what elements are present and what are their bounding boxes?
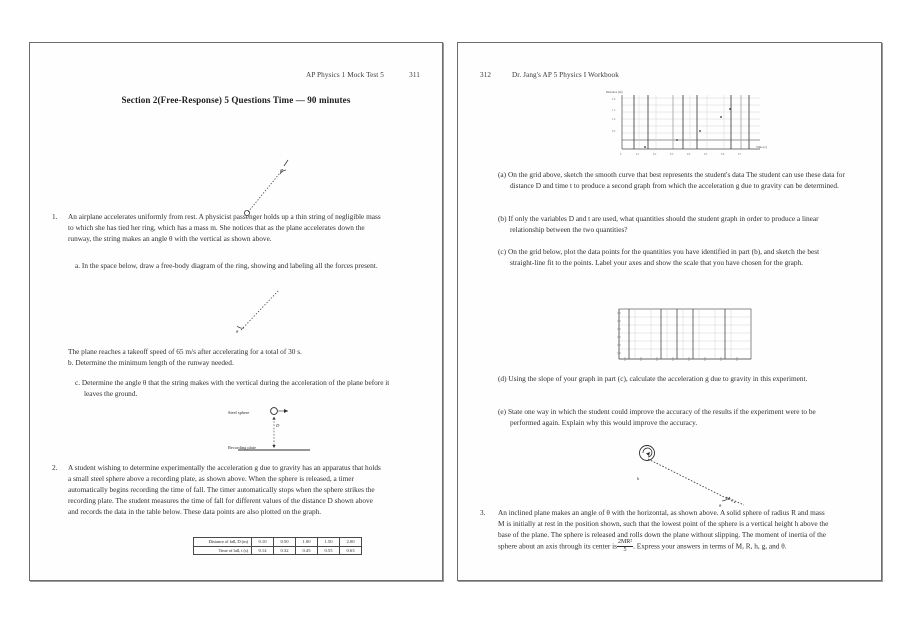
question-3-number: 3. (480, 508, 486, 517)
height-label-h: h (637, 476, 640, 481)
part-a-text: On the grid above, sketch the smooth curve that best represents the student's data The student can use these data for distance D and time t to produce a second graph from which the acceleration g due to gravity can be determined. (507, 170, 845, 191)
table-cell: 0.63 (340, 546, 362, 555)
table-row-header: Time of fall, t (s) (194, 546, 252, 555)
page-number-right: 312 (480, 71, 492, 79)
svg-text:1.0: 1.0 (612, 118, 616, 121)
svg-text:0.1: 0.1 (636, 153, 640, 156)
page-number-left: 311 (409, 71, 420, 79)
svg-text:0.6: 0.6 (721, 153, 725, 156)
fraction-denominator: 5 (623, 546, 627, 553)
part-a-label: (a) (498, 170, 507, 179)
section-title: Section 2(Free-Response) 5 Questions Time — 90 minutes (121, 95, 351, 105)
recording-plate-label: Recording plate (228, 445, 256, 450)
table-cell: 0.10 (252, 538, 274, 547)
question-1-number: 1. (52, 212, 58, 221)
table-cell: 0.32 (274, 546, 296, 555)
part-d-block (498, 373, 845, 384)
part-d-text: Using the slope of your graph in part (c), calculate the acceleration g due to gravity in this experiment. (508, 374, 808, 383)
figure-drop-apparatus (226, 401, 358, 457)
part-a-block (498, 169, 845, 191)
figure-distance-time-grid (604, 87, 770, 159)
svg-text:0.7: 0.7 (738, 153, 742, 156)
svg-text:0: 0 (620, 153, 622, 156)
graph-ylabel: Distance (m) (606, 90, 623, 94)
question-2-text: A student wishing to determine experimentally the acceleration g due to gravity has an apparatus that holds a small steel sphere above a recording plate, as shown above. When the sphere is released, a timer automatically begins recording the time of fall. The timer automatically stops when the sphere strikes the recording plate. The student measures the time of fall for different values of the distance D shown above and records the data in the table below. These data points are also plotted on the graph. (68, 463, 381, 517)
svg-text:0.2: 0.2 (653, 153, 657, 156)
part-c-text: Determine the angle θ that the string makes with the vertical during the acceleration of the plane before it leaves the ground. (81, 378, 390, 399)
question-1-part-b (68, 357, 393, 368)
figure-free-body-diagram (235, 286, 305, 336)
question-1-part-c (75, 377, 392, 399)
svg-text:D: D (276, 423, 280, 428)
part-c-label: (c) (498, 247, 507, 256)
part-e-text: State one way in which the student could improve the accuracy of the results if the experiment were to be performed again. Explain why this would improve the accuracy. (507, 407, 816, 428)
part-b-block (498, 213, 845, 235)
svg-text:0.5: 0.5 (612, 130, 616, 133)
table-cell: 0.45 (296, 546, 318, 555)
question-3-text-before: An inclined plane makes an angle of θ with the horizontal, as shown above. A solid sphere of radius R and mass M is initially at rest in the position shown, such that the lowest point of the sphere is a vertical height h above the base of the plane. The sphere is released and rolls down the plane without slipping. The moment of inertia of the sphere about an axis through its center is (498, 508, 829, 551)
running-head-title-right: Dr. Jang's AP 5 Physics I Workbook (512, 71, 619, 79)
table-cell: 0.50 (274, 538, 296, 547)
table-row-header: Distance of fall, D (m) (194, 538, 252, 547)
table-cell: 1.50 (318, 538, 340, 547)
svg-text:0.5: 0.5 (704, 153, 708, 156)
part-d-label: (d) (498, 374, 507, 383)
figure-inclined-plane (618, 431, 758, 511)
part-b-text: If only the variables D and t are used, what quantities should the student graph in order to produce a linear relationship between the two quantities? (508, 214, 819, 235)
part-b-label: (b) (498, 214, 507, 223)
question-1-text: An airplane accelerates uniformly from rest. A physicist passenger holds up a thin string of negligible mass to which she has tied her ring, which has a mass m. She notices that as the plane accelerates down the runway, the string makes an angle θ with the vertical as shown above. (68, 212, 381, 244)
table-cell: 2.00 (340, 538, 362, 547)
steel-sphere-label: Steel sphere (228, 410, 250, 415)
table-row (194, 538, 362, 547)
svg-text:0.3: 0.3 (670, 153, 674, 156)
fraction-numerator: 2MR² (617, 539, 633, 546)
question-1-interstitial: The plane reaches a takeoff speed of 65 m/s after accelerating for a total of 30 s. (68, 347, 302, 356)
question-3-text (498, 507, 833, 554)
part-e-block (498, 406, 845, 428)
page-left (29, 42, 443, 581)
question-3-text-after: . Express your answers in terms of M, R, h, g, and θ. (633, 541, 787, 551)
part-c-label: c. (75, 378, 81, 387)
part-b-text: Determine the minimum length of the runway needed. (75, 358, 234, 367)
graph-xlabel: Time (s) (756, 145, 767, 149)
part-e-label: (e) (498, 407, 507, 416)
table-cell: 1.00 (296, 538, 318, 547)
part-a-text: In the space below, draw a free-body diagram of the ring, showing and labeling all the forces present. (81, 261, 378, 270)
svg-text:1.5: 1.5 (612, 109, 616, 112)
table-cell: 0.55 (318, 546, 340, 555)
part-c-text: On the grid below, plot the data points for the quantities you have identified in part (b), and sketch the best straight-line fit to the points. Label your axes and show the scale that you have chosen for the graph. (507, 247, 820, 268)
svg-text:θ: θ (280, 168, 283, 173)
table-cell: 0.14 (252, 546, 274, 555)
part-a-label: a. (75, 261, 81, 270)
data-table (193, 537, 362, 555)
svg-text:2.0: 2.0 (612, 98, 616, 101)
question-1-part-a (75, 260, 392, 271)
table-row (194, 546, 362, 555)
angle-label-theta: θ (719, 503, 722, 508)
figure-blank-grid (613, 307, 755, 365)
moment-of-inertia-fraction (617, 539, 633, 553)
svg-text:0.4: 0.4 (687, 153, 691, 156)
svg-text:θ: θ (236, 329, 239, 334)
running-head-title-left: AP Physics 1 Mock Test 5 (306, 71, 384, 79)
question-2-number: 2. (52, 463, 58, 472)
part-b-label: b. (68, 358, 74, 367)
page-right (457, 42, 882, 581)
figure-hanging-ring (240, 156, 310, 218)
part-c-block (498, 246, 845, 268)
